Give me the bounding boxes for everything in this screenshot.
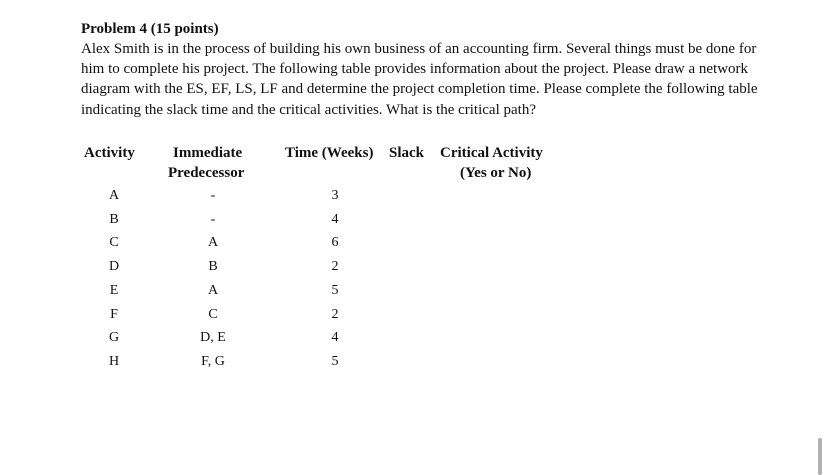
- cell-time: 5: [331, 353, 339, 369]
- cell-predecessor: C: [208, 306, 218, 322]
- cell-activity: E: [109, 282, 119, 298]
- cell-predecessor: A: [207, 282, 219, 298]
- cell-activity: B: [109, 211, 119, 227]
- cell-activity: C: [109, 235, 119, 251]
- cell-time: 5: [331, 282, 339, 298]
- header-immediate: Immediate: [173, 145, 243, 161]
- header-yes-no: (Yes or No): [460, 165, 532, 181]
- cell-predecessor: D, E: [200, 330, 226, 346]
- cell-predecessor: F, G: [201, 353, 225, 369]
- header-activity: Activity: [84, 145, 135, 161]
- cell-activity: G: [108, 330, 120, 346]
- cell-time: 2: [331, 306, 339, 322]
- cell-time: 6: [331, 235, 339, 251]
- cell-time: 4: [331, 211, 339, 227]
- cell-predecessor: -: [210, 211, 216, 227]
- cell-time: 2: [331, 259, 339, 275]
- cell-predecessor: B: [208, 259, 218, 275]
- problem-block: [81, 20, 781, 120]
- problem-text: Alex Smith is in the process of building his own business of an accounting firm. Several things must be done for him to complete his project. The following table provides information about the project. Please draw a network diagram with the ES, EF, LS, LF and determine the project completion time. Please complete the following table indicating the slack time and the critical activities. What is the critical path?: [81, 41, 758, 118]
- cell-activity: A: [108, 188, 120, 203]
- header-time: Time (Weeks): [285, 145, 374, 161]
- cell-predecessor: -: [210, 188, 216, 203]
- header-predecessor: Predecessor: [168, 165, 245, 181]
- cell-time: 3: [331, 188, 339, 203]
- header-critical: Critical Activity: [440, 145, 543, 161]
- cell-activity: H: [108, 353, 120, 369]
- cell-activity: D: [108, 259, 120, 275]
- cell-predecessor: A: [207, 235, 219, 251]
- header-slack: Slack: [389, 145, 425, 161]
- scrollbar[interactable]: [818, 438, 822, 475]
- cell-time: 4: [331, 330, 339, 346]
- problem-title: Problem 4 (15 points): [81, 21, 219, 37]
- cell-activity: F: [110, 306, 118, 322]
